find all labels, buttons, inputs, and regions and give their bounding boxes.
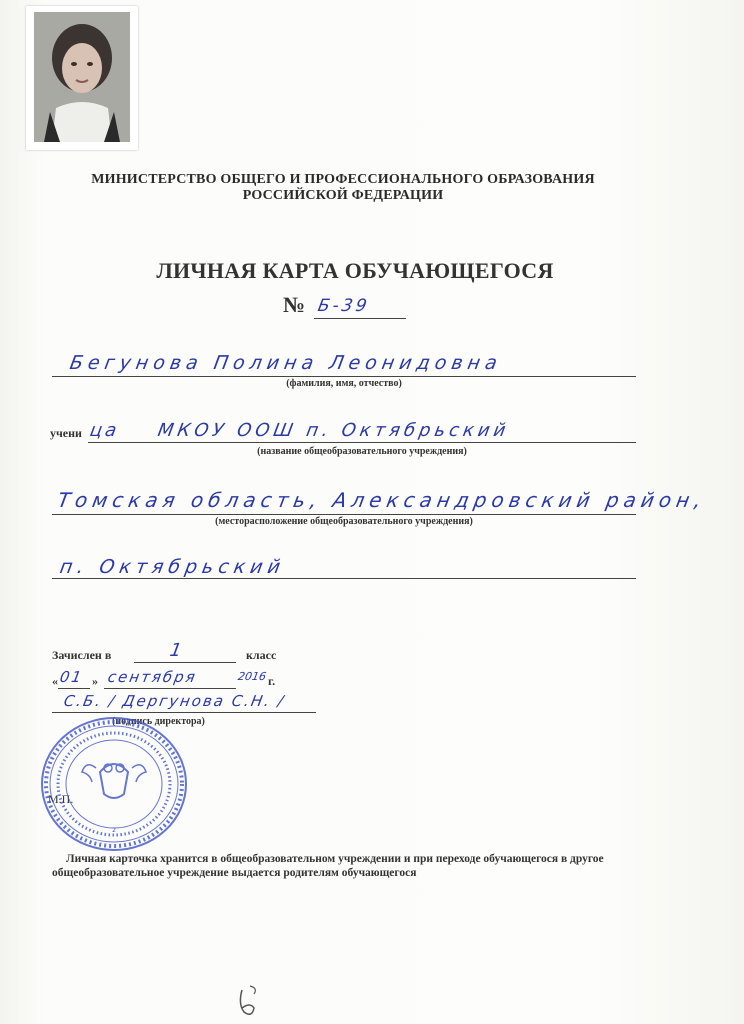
school-location-value-2: п. Октябрьский bbox=[58, 556, 287, 578]
seal-center-number: 2 bbox=[112, 827, 116, 834]
number-underline bbox=[314, 318, 406, 319]
date-quote-open: « bbox=[52, 674, 58, 688]
storage-note-line-1: Личная карточка хранится в общеобразовательном учреждении и при переходе обучающегося в другое bbox=[66, 853, 604, 865]
class-underline bbox=[134, 662, 236, 663]
director-signature: С.Б. / Дергунова С.Н. / bbox=[62, 692, 287, 710]
ministry-line-1: МИНИСТЕРСТВО ОБЩЕГО И ПРОФЕССИОНАЛЬНОГО ОБРАЗОВАНИЯ bbox=[91, 172, 595, 187]
class-label: класс bbox=[246, 648, 277, 662]
location-underline bbox=[52, 514, 636, 515]
date-day-value: 01 bbox=[58, 668, 85, 686]
handwritten-mark-icon bbox=[228, 984, 268, 1024]
date-quote-close: » bbox=[92, 674, 98, 688]
date-month-value: сентября bbox=[106, 668, 199, 686]
student-name-value: Бегунова Полина Леонидовна bbox=[68, 352, 504, 374]
seal-place-label: М.П. bbox=[48, 792, 74, 806]
signature-caption: (подпись директора) bbox=[112, 716, 205, 727]
name-underline bbox=[52, 376, 636, 377]
student-photo bbox=[26, 6, 138, 150]
year-suffix: г. bbox=[268, 674, 276, 688]
school-underline bbox=[88, 442, 636, 443]
month-underline bbox=[104, 688, 236, 689]
enrolled-label: Зачислен в bbox=[52, 648, 112, 662]
ministry-line-2: РОССИЙСКОЙ ФЕДЕРАЦИИ bbox=[242, 188, 444, 203]
number-label: № bbox=[283, 292, 306, 317]
student-suffix: ца bbox=[88, 420, 122, 441]
day-underline bbox=[58, 688, 90, 689]
student-label: учени bbox=[50, 426, 82, 440]
location-caption: (месторасположение общеобразовательного учреждения) bbox=[215, 516, 473, 527]
class-value: 1 bbox=[168, 640, 187, 661]
official-seal bbox=[38, 714, 190, 854]
card-number-value: Б-39 bbox=[316, 296, 372, 316]
school-location-value: Томская область, Александровский район, bbox=[55, 488, 708, 512]
storage-note bbox=[52, 852, 652, 880]
signature-underline bbox=[52, 712, 316, 713]
school-name-value: МКОУ ООШ п. Октябрьский bbox=[156, 420, 512, 441]
school-caption: (название общеобразовательного учреждения) bbox=[257, 446, 467, 457]
date-year-value: 2016 bbox=[236, 670, 268, 683]
storage-note-line-2: общеобразовательное учреждение выдается родителям обучающегося bbox=[52, 867, 417, 879]
name-caption: (фамилия, имя, отчество) bbox=[286, 378, 402, 389]
location-underline-2 bbox=[52, 578, 636, 579]
card-title: ЛИЧНАЯ КАРТА ОБУЧАЮЩЕГОСЯ bbox=[156, 258, 554, 283]
